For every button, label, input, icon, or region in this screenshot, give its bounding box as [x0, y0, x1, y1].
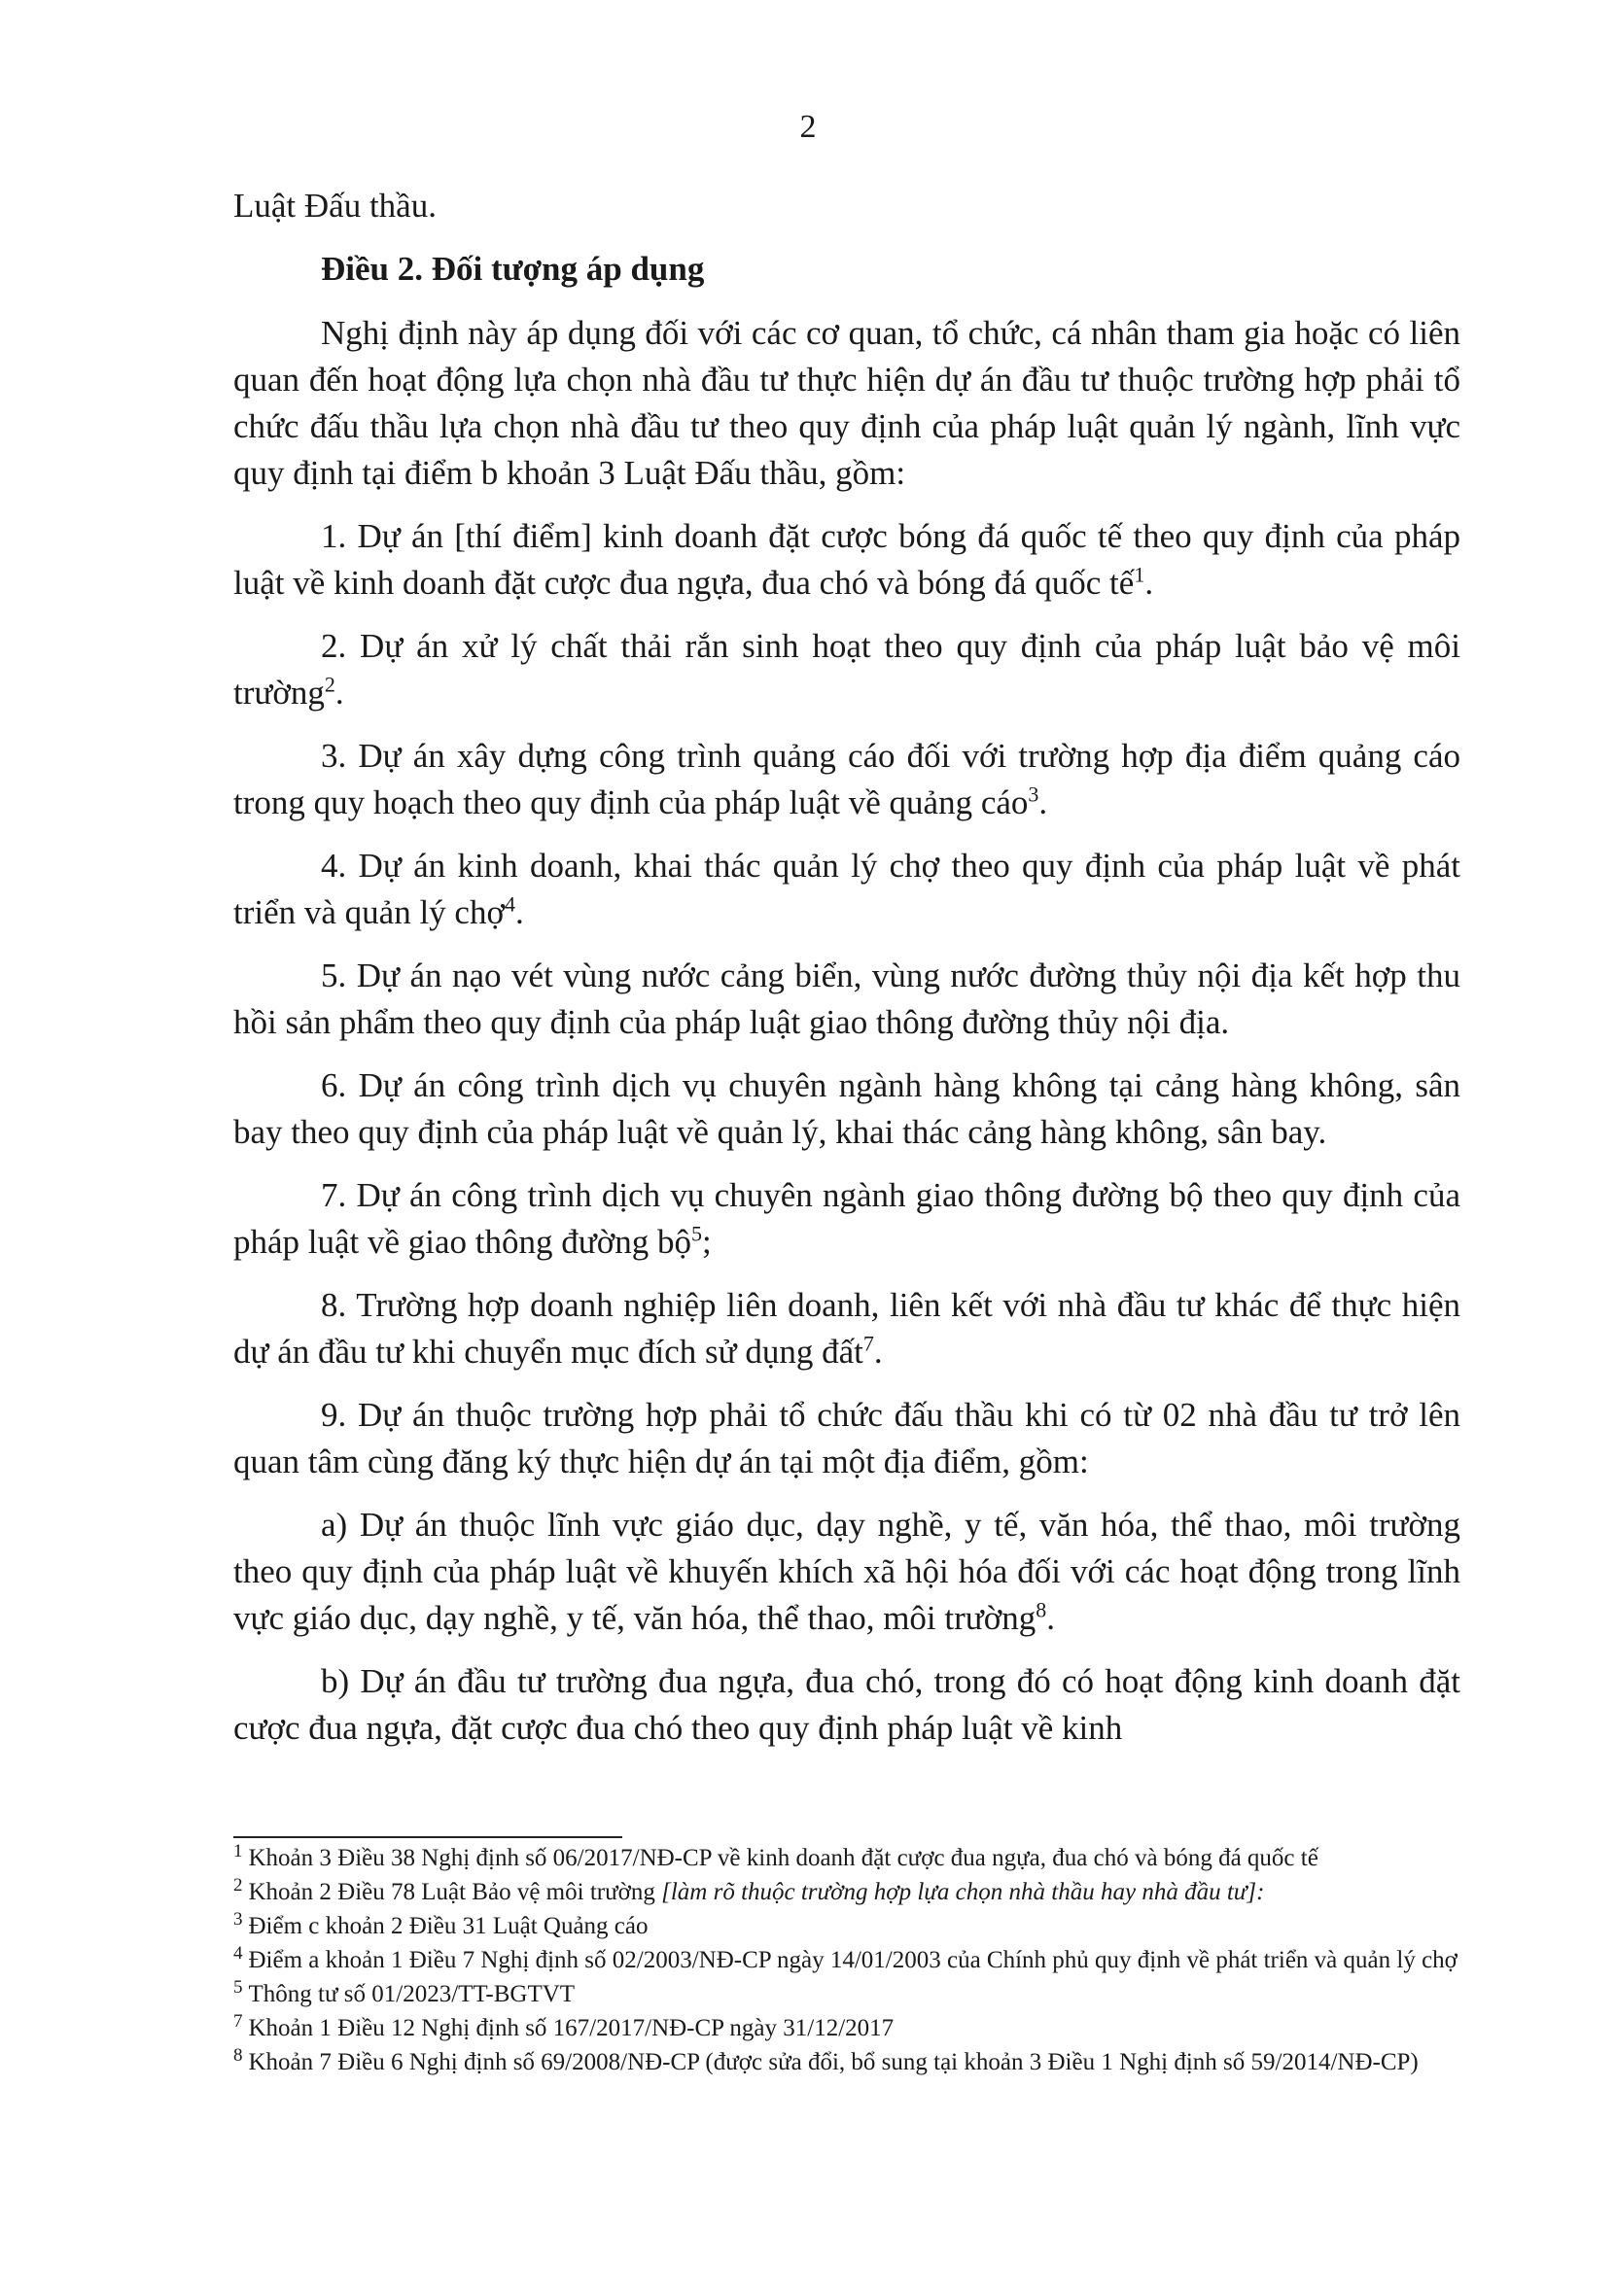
footnote-divider — [233, 1836, 622, 1838]
list-item — [233, 623, 1460, 716]
list-item — [233, 953, 1460, 1046]
item-end: . — [873, 1333, 883, 1371]
item-text: 3. Dự án xây dựng công trình quảng cáo đối với trường hợp địa điểm quảng cáo trong quy hoạch theo quy định của pháp luật về quảng cáo — [233, 737, 1460, 821]
item-text: 8. Trường hợp doanh nghiệp liên doanh, liên kết với nhà đầu tư khác để thực hiện dự án đầu tư khi chuyển mục đích sử dụng đất — [233, 1286, 1460, 1371]
footnote-number: 7 — [233, 2010, 243, 2032]
footnote — [233, 2044, 1460, 2077]
list-item — [233, 1282, 1460, 1375]
item-text: 2. Dự án xử lý chất thải rắn sinh hoạt theo quy định của pháp luật bảo vệ môi trường — [233, 627, 1460, 712]
footnote-ref: 5 — [691, 1221, 703, 1246]
item-text: a) Dự án thuộc lĩnh vực giáo dục, dạy nghề, y tế, văn hóa, thể thao, môi trường theo quy định của pháp luật về khuyến khích xã hội hóa đối với các hoạt động trong lĩnh vực giáo dục, dạy nghề, y tế, văn hóa, thể thao, môi trường — [233, 1506, 1460, 1637]
footnote — [233, 1874, 1460, 1907]
footnote-text: Khoản 3 Điều 38 Nghị định số 06/2017/NĐ-CP về kinh doanh đặt cược đua ngựa, đua chó và bóng đá quốc tế — [248, 1845, 1318, 1871]
footnote-text: Khoản 1 Điều 12 Nghị định số 167/2017/NĐ-CP ngày 31/12/2017 — [248, 2015, 895, 2041]
list-item — [233, 1392, 1460, 1485]
footnote-text: Khoản 2 Điều 78 Luật Bảo vệ môi trường — [248, 1879, 662, 1905]
footnote-ref: 2 — [324, 672, 335, 697]
footnote-text: Khoản 7 Điều 6 Nghị định số 69/2008/NĐ-CP (được sửa đổi, bổ sung tại khoản 3 Điều 1 Nghị định số 59/2014/NĐ-CP) — [248, 2049, 1419, 2075]
item-end: . — [1046, 1599, 1056, 1637]
footnote — [233, 1976, 1460, 2009]
footnote-ref: 7 — [862, 1331, 874, 1356]
footnote-number: 1 — [233, 1840, 243, 1861]
footnote-ref: 8 — [1036, 1597, 1047, 1622]
footnote-ref: 1 — [1134, 562, 1145, 587]
item-text: 6. Dự án công trình dịch vụ chuyên ngành hàng không tại cảng hàng không, sân bay theo quy định của pháp luật về quản lý, khai thác cảng hàng không, sân bay. — [233, 1066, 1460, 1151]
list-item — [233, 1062, 1460, 1156]
list-item — [233, 843, 1460, 936]
footnote — [233, 1908, 1460, 1941]
item-end: . — [514, 893, 524, 931]
page-number: 2 — [799, 109, 817, 145]
item-end: ; — [702, 1223, 712, 1261]
item-text: 9. Dự án thuộc trường hợp phải tổ chức đấu thầu khi có từ 02 nhà đầu tư trở lên quan tâm cùng đăng ký thực hiện dự án tại một địa điểm, gồm: — [233, 1396, 1460, 1480]
list-item — [233, 1172, 1460, 1266]
list-item — [233, 1502, 1460, 1642]
footnote-ref: 3 — [1028, 782, 1039, 807]
item-end: . — [1144, 564, 1154, 602]
footnote-text: Điểm c khoản 2 Điều 31 Luật Quảng cáo — [248, 1913, 649, 1939]
body-text — [233, 183, 1460, 1768]
item-text: b) Dự án đầu tư trường đua ngựa, đua chó, trong đó có hoạt động kinh doanh đặt cược đua ngựa, đặt cược đua chó theo quy định pháp luật về kinh — [233, 1662, 1460, 1747]
footnote-number: 8 — [233, 2044, 243, 2066]
footnote-text: Thông tư số 01/2023/TT-BGTVT — [248, 1981, 576, 2007]
item-text: 4. Dự án kinh doanh, khai thác quản lý chợ theo quy định của pháp luật về phát triển và quản lý chợ — [233, 847, 1460, 931]
footnote — [233, 1942, 1460, 1975]
footnote — [233, 1840, 1460, 1873]
footnote-number: 4 — [233, 1942, 243, 1964]
footnote-ref: 4 — [504, 891, 515, 917]
item-end: . — [1038, 783, 1048, 821]
opening-line: Luật Đấu thầu. — [233, 187, 437, 225]
item-end: . — [334, 674, 344, 712]
footnote-text: Điểm a khoản 1 Điều 7 Nghị định số 02/2003/NĐ-CP ngày 14/01/2003 của Chính phủ quy định về phát triển và quản lý chợ — [248, 1947, 1458, 1973]
article-title: Điều 2. Đối tượng áp dụng — [321, 250, 705, 288]
footnotes — [233, 1840, 1460, 2081]
item-text: 7. Dự án công trình dịch vụ chuyên ngành giao thông đường bộ theo quy định của pháp luật về giao thông đường bộ — [233, 1176, 1460, 1261]
item-text: 5. Dự án nạo vét vùng nước cảng biển, vùng nước đường thủy nội địa kết hợp thu hồi sản phẩm theo quy định của pháp luật giao thông đường thủy nội địa. — [233, 957, 1460, 1041]
item-text: 1. Dự án [thí điểm] kinh doanh đặt cược bóng đá quốc tế theo quy định của pháp luật về kinh doanh đặt cược đua ngựa, đua chó và bóng đá quốc tế — [233, 517, 1460, 602]
footnote-number: 5 — [233, 1976, 243, 1998]
footnote-number: 2 — [233, 1874, 243, 1896]
footnote-italic: [làm rõ thuộc trường hợp lựa chọn nhà thầu hay nhà đầu tư]: — [661, 1879, 1265, 1905]
footnote — [233, 2010, 1460, 2043]
list-item — [233, 733, 1460, 826]
article-intro: Nghị định này áp dụng đối với các cơ quan, tổ chức, cá nhân tham gia hoặc có liên quan đến hoạt động lựa chọn nhà đầu tư thực hiện dự án đầu tư thuộc trường hợp phải tổ chức đấu thầu lựa chọn nhà đầu tư theo quy định của pháp luật quản lý ngành, lĩnh vực quy định tại điểm b khoản 3 Luật Đấu thầu, gồm: — [233, 314, 1460, 492]
list-item — [233, 1658, 1460, 1752]
footnote-number: 3 — [233, 1908, 243, 1930]
list-item — [233, 513, 1460, 607]
